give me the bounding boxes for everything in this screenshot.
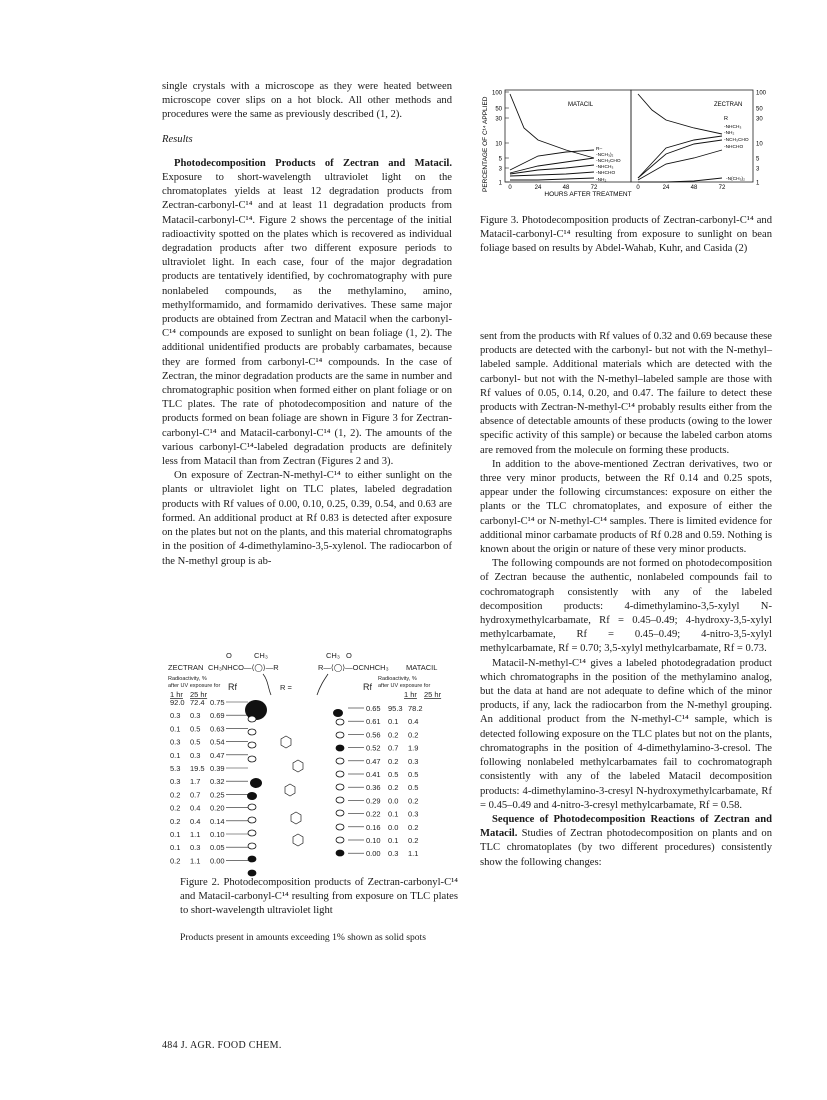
fig2-spot-right-major: [333, 709, 343, 717]
fig2-ring-sketch: [293, 834, 303, 846]
sequence-heading: Sequence of Photodecomposition Reactions of Zectran and Matacil.: [480, 813, 772, 840]
fig2-left-rf: 0.00: [210, 856, 225, 866]
fig3-y-tick-label-right: 3: [756, 166, 760, 173]
figure-2: [168, 650, 458, 943]
fig2-spot-left: [248, 817, 256, 823]
fig2-spot-right: [336, 732, 344, 738]
fig2-right-value-1hr: 0.1: [388, 809, 399, 819]
fig2-left-value-1hr: 0.1: [170, 750, 181, 760]
fig2-left-value-25hr: 1.1: [190, 856, 201, 866]
fig2-spot-right: [336, 719, 344, 725]
fig3-series-line-left: [510, 178, 594, 180]
fig3-series-line-left: [510, 158, 594, 173]
fig2-molecule-sketches: [245, 700, 344, 876]
paragraph-sequence: Sequence of Photodecomposition Reactions of Zectran and Matacil. Studies of Zectran photodecomposition on plants and on TLC chromatoplates (by two different procedures) consistently show the following changes:: [480, 813, 772, 868]
fig2-matacil-formula: R—⟨◯⟩—OCNHCH₃: [318, 663, 389, 672]
fig2-right-rf: 0.16: [366, 822, 381, 832]
fig3-x-tick-label-left: 48: [562, 185, 570, 191]
fig2-right-value-25hr: 0.3: [408, 756, 419, 766]
photodecomposition-heading: Photodecomposition Products of Zectran and Matacil.: [174, 157, 452, 169]
figure-3-chart: [478, 88, 778, 198]
fig2-left-value-1hr: 5.3: [170, 764, 181, 773]
fig2-right-rf: 0.29: [366, 796, 381, 806]
fig2-right-rf: 0.61: [366, 717, 381, 727]
fig2-spot-left: [248, 856, 256, 862]
paragraph-r2: In addition to the above-mentioned Zectran derivatives, two or three very minor products, between the Rf 0.14 and 0.25 spots, appear under the following circumstances: exposure on either the plants or the TLC chromatoplates, and exposure of either the carbonyl-C¹⁴ or N-methyl-C¹⁴ samples. There is limited evidence for additional minor carbamate products of Rf 0.28 and 0.59. Nothing is known about the origin or nature of these very minor products.: [480, 458, 772, 556]
fig2-spot-right: [336, 745, 344, 751]
fig2-right-value-25hr: 0.2: [408, 730, 419, 740]
right-column: [480, 330, 772, 870]
fig2-col-1hr-left: 1 hr: [170, 690, 183, 699]
fig3-zectran-label: ZECTRAN: [714, 102, 743, 108]
fig2-ring-sketch: [291, 812, 301, 824]
page-footer: 484 J. AGR. FOOD CHEM.: [162, 1040, 282, 1051]
fig2-right-value-1hr: 0.1: [388, 717, 399, 727]
fig2-right-value-1hr: 0.5: [388, 770, 399, 779]
paragraph-r3: The following compounds are not formed on photodecomposition of Zectran because the authentic, nonlabeled compounds fail to cochromatograph consistently with any of the labeled decomposition products: 4-dimethylamino-3,5-xylyl N-hydroxymethylcarbamate, Rf = 0.45–0.49; 4-hydroxy-3,5-xylyl methylcarbamate, Rf = 0.45–0.49; 4-nitro-3,5-xylyl methylcarbamate, Rf = 0.70; 3,5-xylyl methylcarbamate, Rf = 0.73.: [480, 558, 772, 655]
results-heading: Results: [162, 133, 193, 145]
fig2-left-value-1hr: 0.2: [170, 803, 181, 813]
fig3-lines: [510, 94, 722, 182]
fig2-spot-left: [248, 756, 256, 762]
fig2-right-rf: 0.52: [366, 743, 381, 753]
fig2-left-value-25hr: 0.3: [190, 711, 201, 721]
fig2-left-rf: 0.63: [210, 724, 225, 734]
fig3-series-line-right: [638, 178, 722, 182]
fig3-y-tick-label-left: 50: [495, 106, 502, 113]
fig2-right-rf: 0.10: [366, 836, 381, 845]
fig2-right-value-25hr: 1.9: [408, 743, 419, 753]
fig2-left-value-25hr: 0.4: [190, 816, 201, 826]
fig2-col-25hr-right: 25 hr: [424, 690, 442, 699]
fig2-left-rf: 0.47: [210, 750, 225, 760]
fig2-left-value-1hr: 0.2: [170, 856, 181, 866]
figure-2-caption: Figure 2. Photodecomposition products of Zectran-carbonyl-C¹⁴ and Matacil-carbonyl-C¹⁴ resulting from exposure on TLC plates to short-wavelength ultraviolet light: [180, 877, 458, 917]
fig3-y-tick-label-left: 3: [498, 166, 502, 173]
fig2-matacil-label: MATACIL: [406, 663, 438, 672]
paragraph-r4: Matacil-N-methyl-C¹⁴ gives a labeled photodegradation product which chromatographs in the position of the methylamino analog, but the data at hand are not adequate to define which of the minor products, if any, lack the radiocarbon from the N-methyl grouping. An additional product from the N-methyl-C¹⁴ sample, which is detected following exposure on the TLC plates but not on the plants, chromatographs in the position of 4-dimethylamino-3-cresol. The following nonlabeled methylcarbamates fail to cochromatograph consistently with any of the labeled Matacil decomposition products: 4-dimethylamino-3-cresyl N-hydroxymethylcarbamate, Rf = 0.45–0.49 and 4-nitro-3-cresyl methylcarbamate, Rf = 0.58.: [480, 657, 772, 811]
fig2-left-value-1hr: 0.2: [170, 790, 181, 800]
fig3-x-tick-label-right: 24: [662, 185, 670, 191]
fig2-left-value-25hr: 1.1: [190, 830, 201, 839]
fig3-series-line-right: [638, 94, 722, 134]
fig3-right-series-label: -NH₂: [724, 131, 735, 136]
fig2-spot-039: [250, 778, 262, 788]
fig3-y-tick-label-right: 30: [756, 116, 763, 123]
fig3-y-tick-label-left: 1: [498, 180, 502, 187]
fig3-left-series-label: -NHCH₃: [596, 165, 614, 170]
paragraph-photodecomposition: Photodecomposition Products of Zectran and Matacil. Exposure to short-wavelength ultraviolet light on the chromatoplates yields at least 12 degradation products from Zectran-carbonyl-C¹⁴ and at least 11 degradation products from Matacil-carbonyl-C¹⁴. Figure 2 shows the percentage of the initial radioactivity spotted on the plates which is recovered as individual degradation products after two different exposure periods to ultraviolet light. In each case, four of the major degradation products are tentatively identified, by cochromatography with pure nonlabeled compounds, as the methylamino, amino, methylformamido, and formamido derivatives. These same major products are obtained from Zectran and Matacil when the carbonyl-C¹⁴ compounds are exposed to sunlight on bean foliage (1, 2). The additional unidentified products are probably carbamates, because they are formed from carbonyl-C¹⁴ compounds. In the case of Zectran, the minor degradation products are the same in number and chromatographic position when formed either on plant foliage or on TLC plates. The rate of photodecomposition and nature of the products formed on bean foliage are shown in Figure 3 for Zectran-carbonyl-C¹⁴ and Matacil-carbonyl-C¹⁴ (1, 2). The amounts of the various carbonyl-C¹⁴-labeled degradation products are definitely less from Matacil than from Zectran (Figures 2 and 3).: [162, 157, 452, 468]
fig3-right-series-label: -NHCH₃: [724, 125, 742, 130]
fig3-x-tick-label-left: 0: [508, 185, 512, 191]
fig2-right-value-25hr: 0.5: [408, 770, 419, 779]
fig2-o-left: O: [226, 651, 232, 660]
fig2-left-value-1hr: 92.0: [170, 698, 185, 707]
fig2-right-value-25hr: 0.2: [408, 796, 419, 806]
fig2-right-rf: 0.41: [366, 770, 381, 779]
fig2-right-rf: 0.65: [366, 704, 381, 713]
fig2-left-value-1hr: 0.1: [170, 830, 181, 839]
fig3-left-series-label: -NCH₃)₂: [596, 153, 614, 158]
fig2-spot-left: [248, 804, 256, 810]
figure-2-diagram: [168, 650, 458, 900]
fig2-spot-right: [336, 797, 344, 803]
fig3-series-labels: [596, 124, 749, 183]
fig2-left-head2: after UV exposure for: [168, 683, 221, 689]
fig2-left-rf: 0.25: [210, 790, 225, 800]
fig3-left-series-label: -NHCHO: [596, 171, 616, 176]
fig2-ring-sketch: [281, 736, 291, 748]
fig3-left-series-label: -NCH₃CHO: [596, 159, 621, 164]
fig2-left-value-1hr: 0.2: [170, 816, 181, 826]
fig2-right-rf: 0.47: [366, 756, 381, 766]
fig2-left-value-25hr: 19.5: [190, 764, 205, 773]
fig3-y-tick-label-right: 10: [756, 141, 763, 148]
fig2-right-rf: 0.00: [366, 849, 381, 859]
fig2-ring-sketch: [285, 784, 295, 796]
fig3-x-tick-label-left: 24: [534, 185, 542, 191]
fig2-left-rf: 0.75: [210, 698, 225, 707]
left-column: [162, 80, 452, 569]
fig2-spot-right: [336, 837, 344, 843]
fig3-left-series-label: -NH₂: [596, 178, 607, 183]
fig3-y-tick-label-left: 30: [495, 116, 502, 123]
fig3-x-tick-label-left: 72: [590, 185, 598, 191]
fig2-left-value-25hr: 0.5: [190, 724, 201, 734]
fig2-left-rf: 0.54: [210, 737, 225, 747]
fig3-y-tick-label-left: 10: [495, 141, 502, 148]
fig3-x-axis-label: HOURS AFTER TREATMENT: [544, 191, 632, 198]
fig2-spot-left: [248, 843, 256, 849]
fig2-left-value-25hr: 0.3: [190, 750, 201, 760]
fig2-right-value-1hr: 95.3: [388, 704, 403, 713]
fig2-zectran-label: ZECTRAN: [168, 663, 204, 672]
fig2-left-value-1hr: 0.3: [170, 711, 181, 721]
fig2-left-value-1hr: 0.1: [170, 724, 181, 734]
fig3-y-tick-label-right: 5: [756, 156, 760, 163]
fig2-spot-left: [248, 729, 256, 735]
fig3-matacil-label: MATACIL: [568, 102, 594, 108]
fig3-y-tick-label-left: 100: [491, 90, 502, 97]
fig2-left-rf: 0.14: [210, 816, 225, 826]
fig3-y-axis-label: PERCENTAGE OF C¹⁴ APPLIED: [482, 96, 489, 192]
fig2-left-value-1hr: 0.1: [170, 843, 181, 853]
fig2-spot-left: [248, 716, 256, 722]
fig2-spot-right: [336, 771, 344, 777]
fig2-ch3-left: CH₃: [254, 651, 268, 660]
figure-3: [478, 88, 778, 258]
fig3-series-line-right: [638, 136, 722, 178]
fig3-y-tick-label-right: 1: [756, 180, 760, 187]
fig2-spot-left: [248, 742, 256, 748]
fig2-left-value-1hr: 0.3: [170, 737, 181, 747]
fig2-ring-sketch: [293, 760, 303, 772]
fig2-left-head1: Radioactivity, %: [168, 676, 207, 682]
fig2-left-rf: 0.20: [210, 803, 225, 813]
fig3-right-series-label: -NHCHO: [724, 145, 744, 150]
fig3-right-series-label: -N(CH₃)₂: [726, 177, 746, 182]
fig3-x-tick-label-right: 48: [690, 185, 698, 191]
fig3-x-tick-label-right: 0: [636, 185, 640, 191]
fig2-spot-032: [247, 792, 257, 800]
fig2-left-value-25hr: 72.4: [190, 698, 205, 707]
fig2-rf-left: Rf: [228, 682, 237, 692]
figure-3-caption: Figure 3. Photodecomposition products of Zectran-carbonyl-C¹⁴ and Matacil-carbonyl-C¹⁴ resulting from exposure to sunlight on bean foliage based on results by Abdel-Wahab, Kuhr, and Casida (2): [480, 215, 772, 255]
fig2-left-rf: 0.32: [210, 777, 225, 787]
fig2-right-value-1hr: 0.3: [388, 849, 399, 859]
fig2-right-value-25hr: 1.1: [408, 849, 419, 859]
paragraph-intro: single crystals with a microscope as they were heated between microscope cover slips on a hot block. All other methods and procedures were the same as previously described (1, 2).: [162, 81, 452, 121]
fig2-spot-right: [336, 810, 344, 816]
fig3-y-tick-label-right: 50: [756, 106, 763, 113]
fig2-left-rf: 0.69: [210, 711, 225, 721]
fig2-spot-right: [336, 850, 344, 856]
fig2-right-value-1hr: 0.2: [388, 730, 399, 740]
fig2-col-25hr-left: 25 hr: [190, 690, 208, 699]
paragraph-n-methyl: On exposure of Zectran-N-methyl-C¹⁴ to either sunlight on the plants or ultraviolet light on TLC plates, labeled degradation products with Rf values of 0.00, 0.10, 0.25, 0.39, 0.54, and 0.63 are formed. An additional product at Rf 0.83 is detected after exposure on the plates but not on the plants, and this material chromatographs in the position of 4-dimethylamino-3,5-xylenol. The radiocarbon of the N-methyl group is ab-: [162, 470, 452, 567]
fig2-left-value-1hr: 0.3: [170, 777, 181, 787]
fig2-rf-right: Rf: [363, 682, 372, 692]
fig2-spot-right: [336, 758, 344, 764]
fig2-right-value-25hr: 0.5: [408, 783, 419, 793]
fig2-left-value-25hr: 0.7: [190, 790, 201, 800]
fig2-right-table: [348, 704, 423, 858]
fig2-left-table: [170, 698, 248, 865]
fig2-spot-left: [248, 830, 256, 836]
fig2-left-value-25hr: 0.5: [190, 737, 201, 747]
fig3-y-tick-label-right: 100: [756, 90, 767, 97]
fig3-y-tick-label-left: 5: [498, 156, 502, 163]
fig2-right-rf: 0.36: [366, 783, 381, 793]
fig2-right-value-25hr: 0.4: [408, 717, 419, 727]
fig2-o-right: O: [346, 651, 352, 660]
fig2-right-rf: 0.22: [366, 809, 381, 819]
fig3-right-series-label: -NCH₃CHO: [724, 138, 749, 143]
fig2-left-rf: 0.10: [210, 830, 225, 839]
fig2-right-value-1hr: 0.0: [388, 822, 399, 832]
fig2-right-value-1hr: 0.0: [388, 796, 399, 806]
fig2-right-value-25hr: 0.2: [408, 822, 419, 832]
fig2-right-value-1hr: 0.1: [388, 836, 399, 845]
fig2-right-value-1hr: 0.2: [388, 756, 399, 766]
fig2-spot-right: [336, 784, 344, 790]
fig2-r-eq: R =: [280, 683, 292, 692]
fig2-right-value-1hr: 0.7: [388, 743, 399, 753]
fig2-right-value-25hr: 0.2: [408, 836, 419, 845]
fig2-left-value-25hr: 0.3: [190, 843, 201, 853]
fig2-right-head2: after UV exposure for: [378, 683, 431, 689]
fig2-spot-right: [336, 824, 344, 830]
fig2-col-1hr-right: 1 hr: [404, 690, 417, 699]
fig2-right-value-25hr: 78.2: [408, 704, 423, 713]
fig2-left-value-25hr: 0.4: [190, 803, 201, 813]
fig2-zectran-formula: CH₃NHCO—⟨◯⟩—R: [208, 663, 279, 672]
paragraph-r1: sent from the products with Rf values of 0.32 and 0.69 because these products are detected with the carbonyl- but not with the N-methyl–labeled sample. Additional materials which are detected with the carbonyl- but not with the N-methyl–labeled sample are those with Rf values of 0.05, 0.14, 0.20, and 0.47. The failure to detect these products with Zectran-N-methyl-C¹⁴ probably results either from the absence of detectable amounts of these products (owing to the lower specific activity of this sample) or because the labeled carbon atoms are removed from the molecule on forming these products.: [480, 331, 772, 456]
fig2-right-value-1hr: 0.2: [388, 783, 399, 793]
figure-2-caption-note: Products present in amounts exceeding 1% shown as solid spots: [180, 932, 426, 943]
fig3-x-tick-label-right: 72: [718, 185, 726, 191]
fig2-ch3-right: CH₃: [326, 651, 340, 660]
fig2-right-head1: Radioactivity, %: [378, 676, 417, 682]
fig2-left-rf: 0.39: [210, 764, 225, 773]
fig2-right-rf: 0.56: [366, 730, 381, 740]
fig2-left-value-25hr: 1.7: [190, 777, 201, 787]
fig3-left-series-label: R–: [596, 147, 603, 152]
fig3-r-label: R: [724, 116, 728, 122]
fig2-left-rf: 0.05: [210, 843, 225, 853]
fig2-right-value-25hr: 0.3: [408, 809, 419, 819]
